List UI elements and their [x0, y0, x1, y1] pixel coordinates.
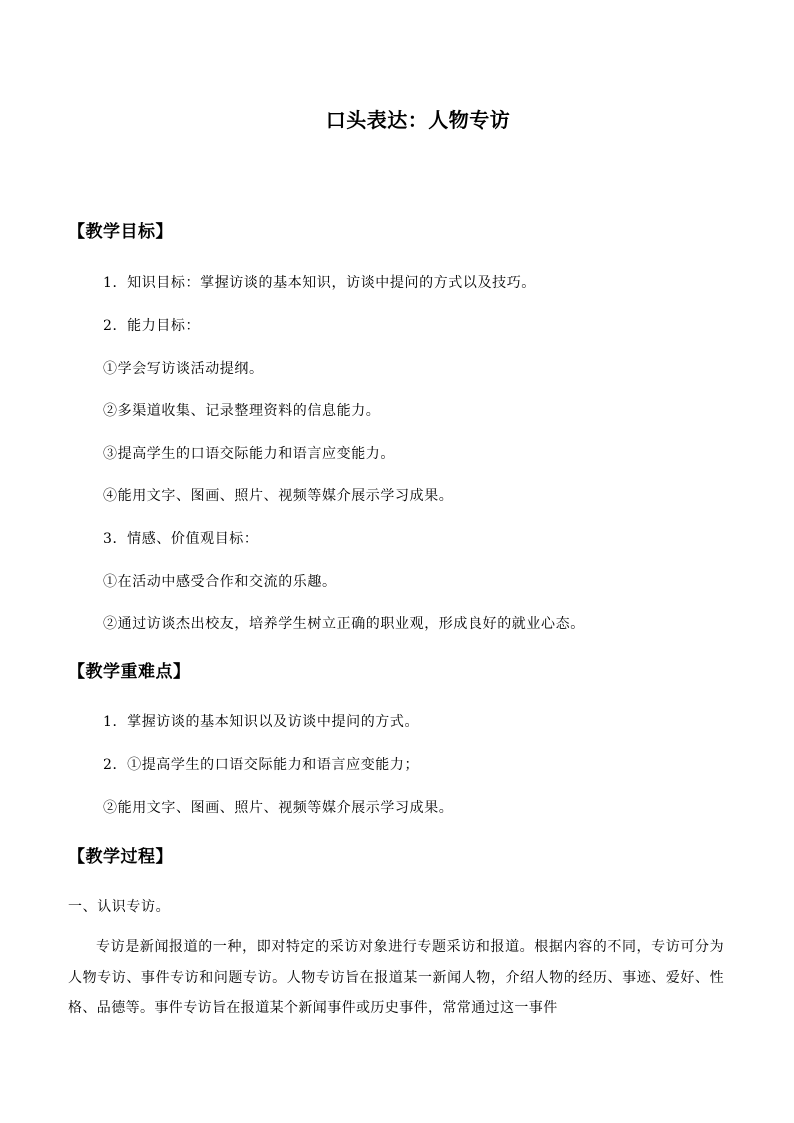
section-heading-key-points: 【教学重难点】: [68, 662, 191, 682]
key-point-line: 2．①提高学生的口语交际能力和语言应变能力；: [103, 757, 420, 773]
process-paragraph: 专访是新闻报道的一种，即对特定的采访对象进行专题采访和报道。根据内容的不同，专访可分为人物专访、事件专访和问题专访。人物专访旨在报道某一新闻人物，介绍人物的经历、事迹、爱好、性格、品德等。事件专访旨在报道某个新闻事件或历史事件，常常通过这一事件: [68, 939, 724, 1016]
goal-line: ②多渠道收集、记录整理资料的信息能力。: [103, 403, 381, 419]
goal-line: ③提高学生的口语交际能力和语言应变能力。: [103, 446, 395, 462]
section-heading-goals: 【教学目标】: [68, 222, 173, 242]
goal-line: 2．能力目标：: [103, 318, 201, 334]
goal-line: ④能用文字、图画、照片、视频等媒介展示学习成果。: [103, 488, 454, 504]
key-point-line: ②能用文字、图画、照片、视频等媒介展示学习成果。: [103, 800, 454, 816]
section-heading-process: 【教学过程】: [68, 847, 173, 867]
document-title: 口头表达：人物专访: [325, 108, 511, 132]
goal-line: 3．情感、价值观目标：: [103, 531, 259, 547]
goal-line: 1．知识目标：掌握访谈的基本知识，访谈中提问的方式以及技巧。: [103, 275, 536, 291]
process-subheading: 一、认识专访。: [68, 899, 171, 915]
goal-line: ①学会写访谈活动提纲。: [103, 361, 264, 377]
goal-line: ②通过访谈杰出校友，培养学生树立正确的职业观，形成良好的就业心态。: [103, 616, 585, 632]
key-point-line: 1．掌握访谈的基本知识以及访谈中提问的方式。: [103, 714, 420, 730]
goal-line: ①在活动中感受合作和交流的乐趣。: [103, 574, 337, 590]
